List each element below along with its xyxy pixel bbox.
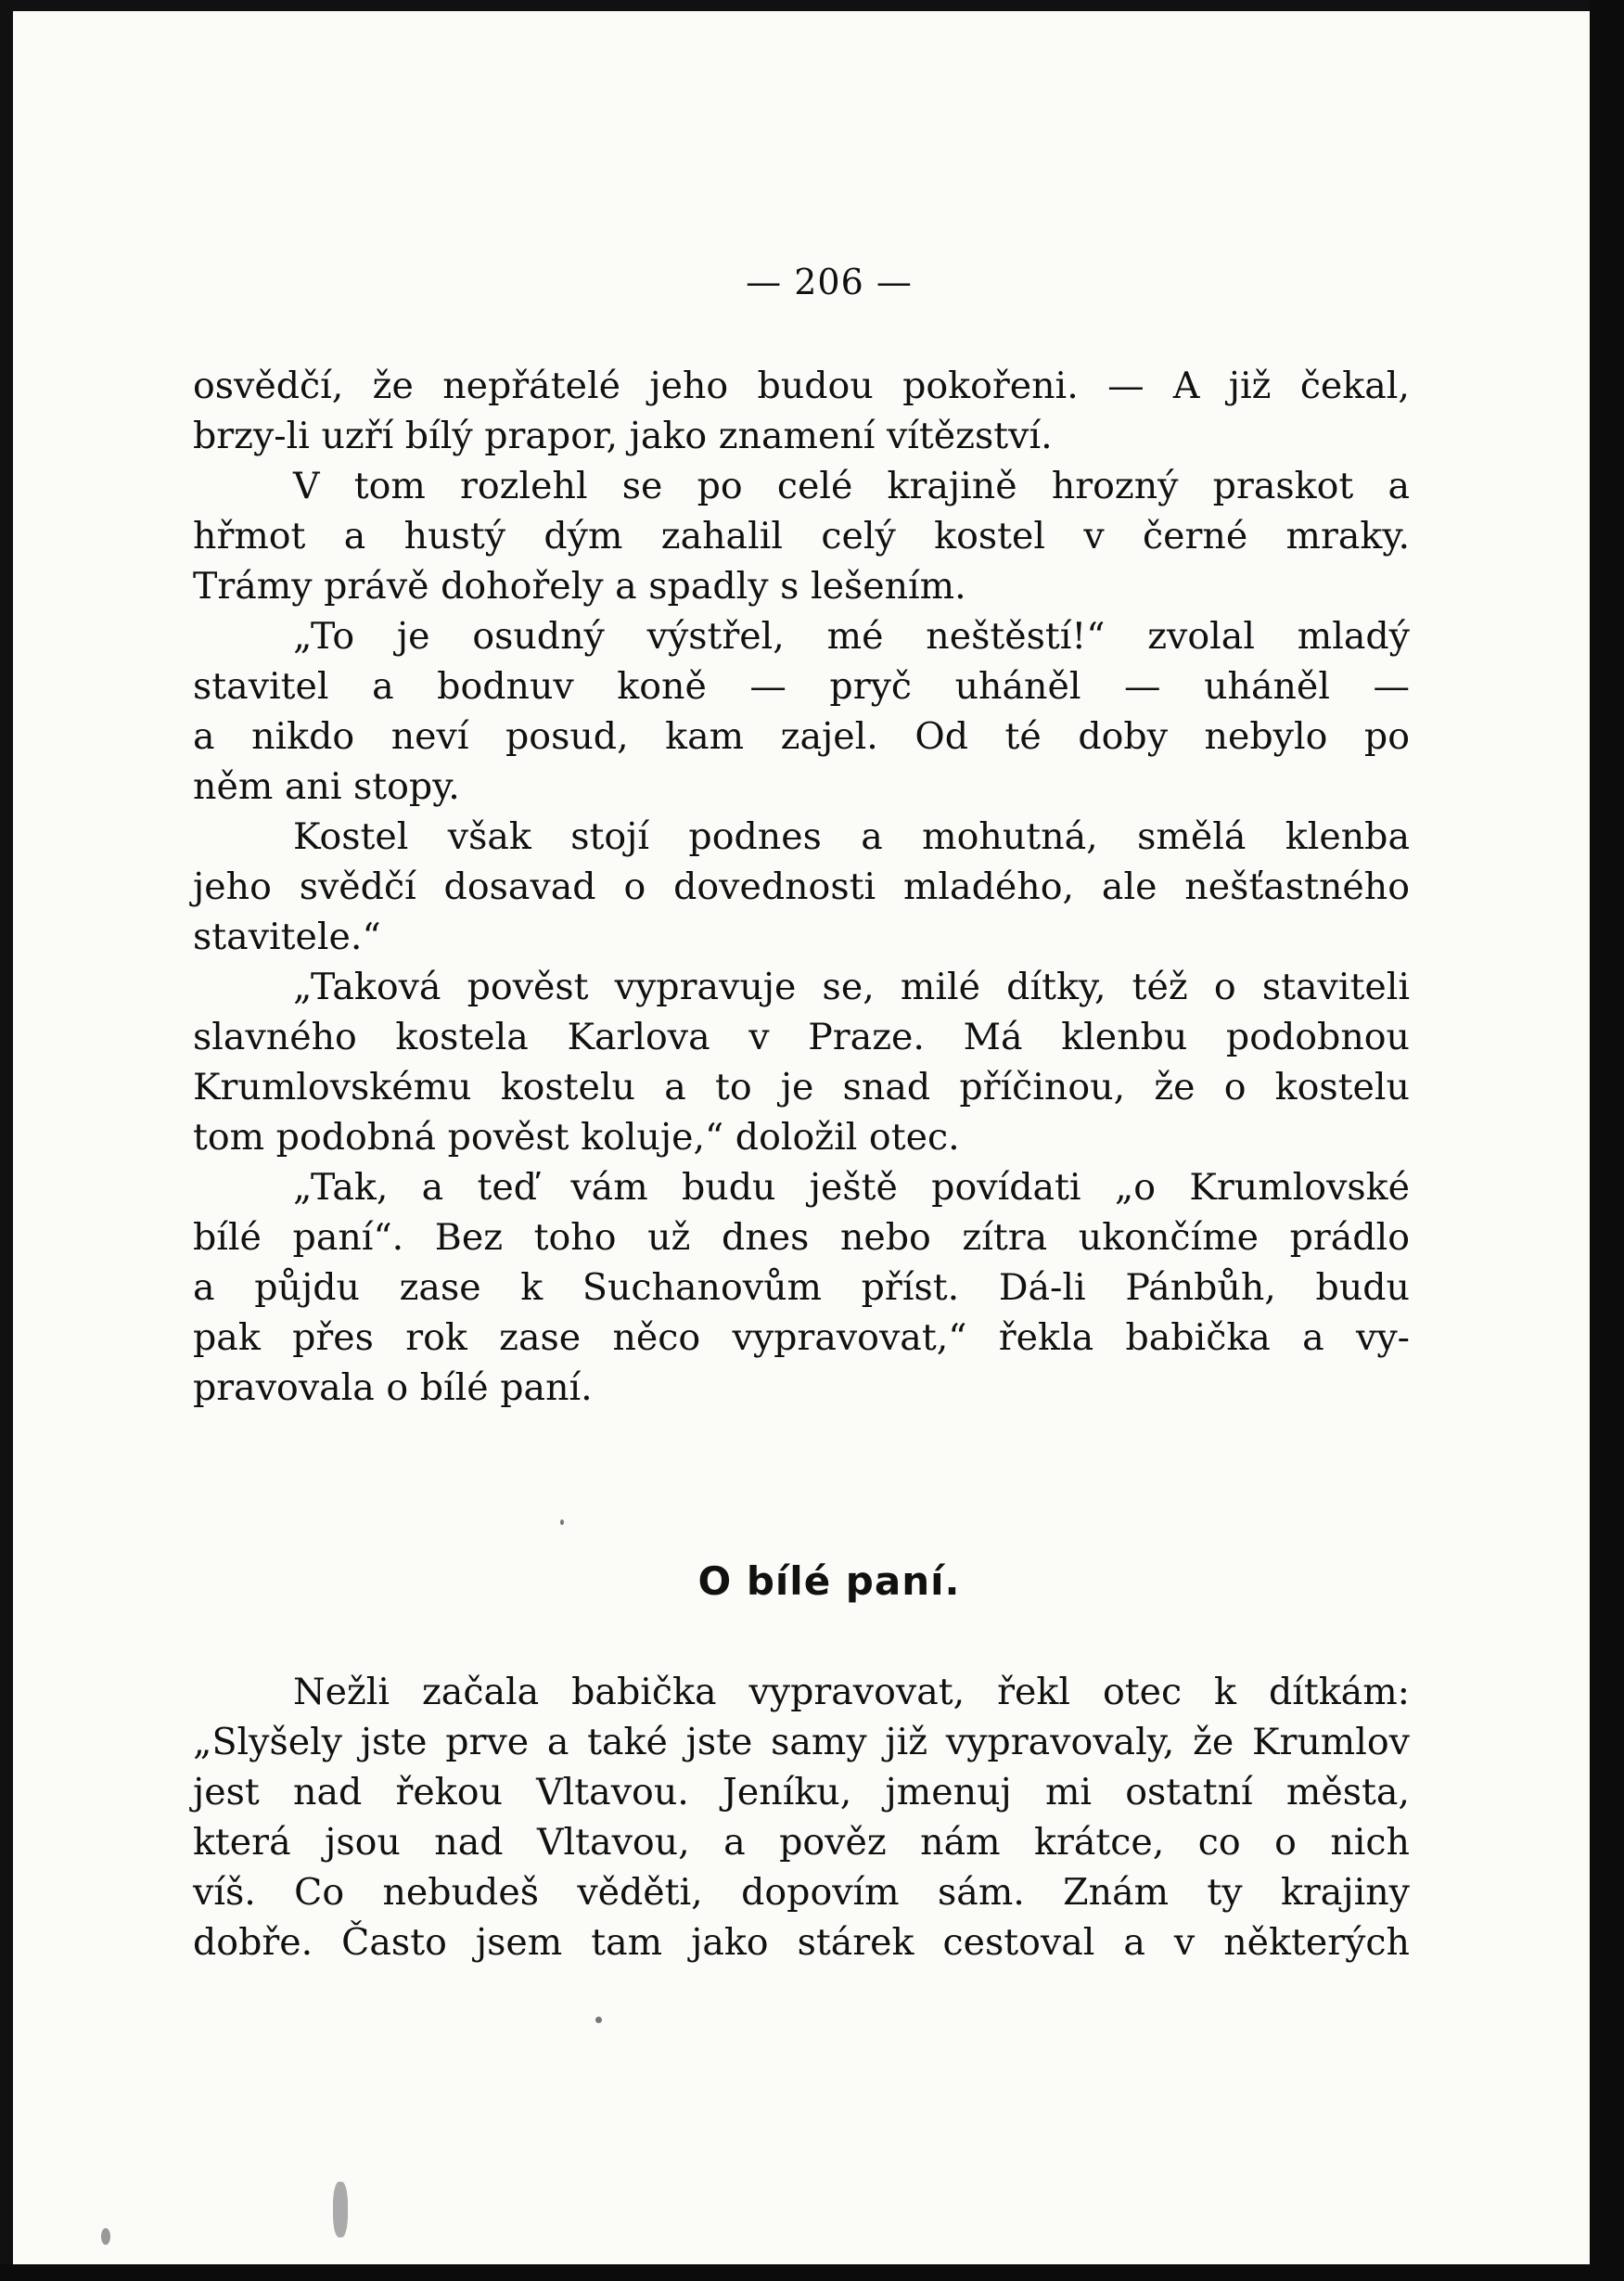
print-speck (560, 1519, 564, 1525)
text-line: bílé paní“. Bez toho už dnes nebo zítra ukončíme prádlo (193, 1216, 1410, 1259)
page-number: — 206 — (746, 262, 913, 302)
text-line: tom podobná pověst koluje,“ doložil otec. (193, 1116, 960, 1159)
text-line: víš. Co nebudeš věděti, dopovím sám. Znám ty krajiny (193, 1871, 1410, 1914)
text-line: slavného kostela Karlova v Praze. Má klenbu podobnou (193, 1016, 1410, 1058)
text-line: stavitel a bodnuv koně — pryč uháněl — uháněl — (193, 665, 1410, 708)
text-line: osvědčí, že nepřátelé jeho budou pokořeni. — A již čekal, (193, 365, 1410, 407)
text-line: která jsou nad Vltavou, a pověz nám krátce, co o nich (193, 1821, 1410, 1864)
text-line: Krumlovskému kostelu a to je snad příčinou, že o kostelu (193, 1066, 1410, 1108)
text-line: jeho svědčí dosavad o dovednosti mladého, ale nešťastného (193, 865, 1410, 908)
text-line: Kostel však stojí podnes a mohutná, smělá klenba (293, 815, 1410, 858)
body-text-section-1 (193, 361, 1410, 1413)
text-line: „Tak, a teď vám budu ještě povídati „o Krumlovské (293, 1166, 1410, 1209)
scan-edge-right (1590, 0, 1624, 2281)
text-line: pak přes rok zase něco vypravovat,“ řekla babička a vy- (193, 1316, 1410, 1359)
section-heading: O bílé paní. (697, 1558, 961, 1604)
text-line: jest nad řekou Vltavou. Jeníku, jmenuj mi ostatní města, (193, 1771, 1410, 1813)
text-line: Nežli začala babička vypravovat, řekl otec k dítkám: (293, 1671, 1410, 1713)
text-line: „To je osudný výstřel, mé neštěstí!“ zvolal mladý (293, 615, 1410, 658)
text-line: brzy-li uzří bílý prapor, jako znamení vítězství. (193, 415, 1053, 457)
text-line: hřmot a hustý dým zahalil celý kostel v černé mraky. (193, 515, 1410, 557)
body-text-section-2 (193, 1667, 1410, 1967)
scan-edge-bottom (0, 2264, 1624, 2281)
text-line: a nikdo neví posud, kam zajel. Od té doby nebylo po (193, 715, 1410, 758)
text-line: pravovala o bílé paní. (193, 1366, 593, 1409)
text-line: „Taková pověst vypravuje se, milé dítky, též o staviteli (293, 966, 1410, 1008)
text-line: a půjdu zase k Suchanovům příst. Dá-li Pánbůh, budu (193, 1266, 1410, 1309)
text-line: stavitele.“ (193, 916, 381, 958)
text-line: Trámy právě dohořely a spadly s lešením. (193, 565, 966, 608)
text-line: „Slyšely jste prve a také jste samy již vypravovaly, že Krumlov (193, 1721, 1410, 1763)
print-speck (101, 2228, 110, 2245)
print-speck (595, 2017, 602, 2023)
text-line: dobře. Často jsem tam jako stárek cestoval a v některých (193, 1921, 1410, 1964)
print-speck (333, 2182, 348, 2237)
text-line: něm ani stopy. (193, 765, 460, 808)
book-page (13, 11, 1590, 2265)
text-line: V tom rozlehl se po celé krajině hrozný praskot a (293, 465, 1410, 507)
